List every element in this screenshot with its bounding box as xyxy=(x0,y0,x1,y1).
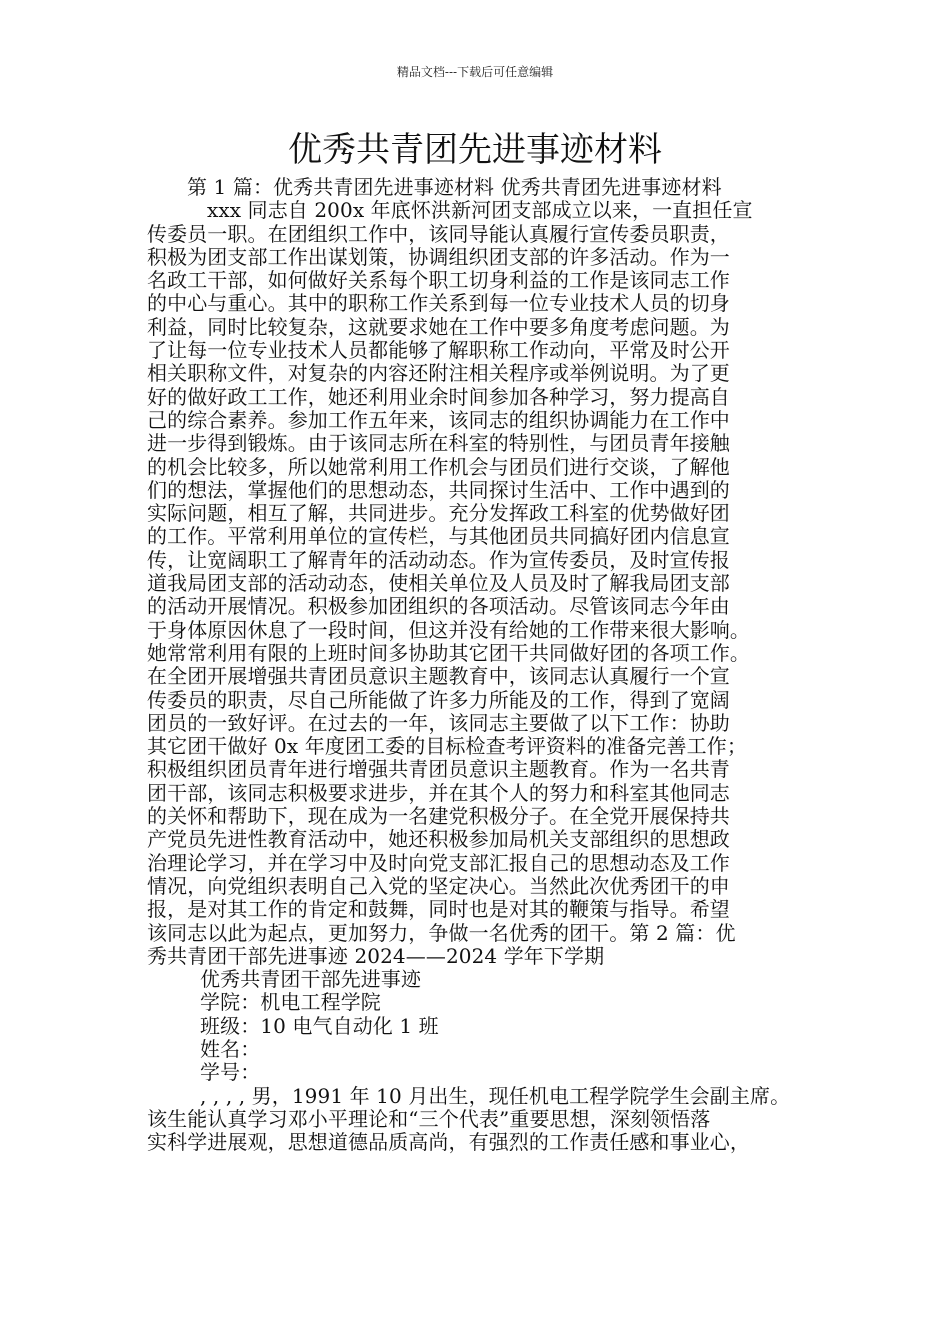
paragraph-line: 报，是对其工作的肯定和鼓舞，同时也是对其的鞭策与指导。希望 xyxy=(147,897,730,922)
paragraph-line: 在全团开展增强共青团员意识主题教育中，该同志认真履行一个宣 xyxy=(147,664,730,689)
paragraph-line: 好的做好政工工作，她还利用业余时间参加各种学习，努力提高自 xyxy=(147,384,730,409)
paragraph-line: , , , , 男，1991 年 10 月出生，现任机电工程学院学生会副主席。 xyxy=(200,1083,791,1108)
paragraph-line: 传委员一职。在团组织工作中，该同导能认真履行宣传委员职责， xyxy=(147,221,730,246)
field-class: 班级：10 电气自动化 1 班 xyxy=(200,1013,439,1038)
paragraph-line: 道我局团支部的活动动态，使相关单位及人员及时了解我局团支部 xyxy=(147,571,730,596)
paragraph-line: 的机会比较多，所以她常利用工作机会与团员们进行交谈，了解他 xyxy=(147,454,730,479)
paragraph-line: 于身体原因休息了一段时间，但这并没有给她的工作带来很大影响。 xyxy=(147,617,750,642)
paragraph-line: 的活动开展情况。积极参加团组织的各项活动。尽管该同志今年由 xyxy=(147,594,730,619)
paragraph-line: 她常常利用有限的上班时间多协助其它团干共同做好团的各项工作。 xyxy=(147,640,750,665)
paragraph-line: 的中心与重心。其中的职称工作关系到每一位专业技术人员的切身 xyxy=(147,291,730,316)
paragraph-line: 积极为团支部工作出谋划策，协调组织团支部的许多活动。作为一 xyxy=(147,244,730,269)
paragraph-line: xxx 同志自 200x 年底怀洪新河团支部成立以来，一直担任宣 xyxy=(207,198,753,223)
paragraph-line: 情况，向党组织表明自己入党的坚定决心。当然此次优秀团干的申 xyxy=(147,873,730,898)
paragraph-line: 们的想法，掌握他们的思想动态，共同探讨生活中、工作中遇到的 xyxy=(147,477,730,502)
paragraph-line: 其它团干做好 0x 年度团工委的目标检查考评资料的准备完善工作； xyxy=(147,734,747,759)
paragraph-line: 该生能认真学习邓小平理论和“三个代表”重要思想，深刻领悟落 xyxy=(147,1106,711,1131)
paragraph-line: 秀共青团干部先进事迹 2024——2024 学年下学期 xyxy=(147,943,605,968)
paragraph-line: 己的综合素养。参加工作五年来，该同志的组织协调能力在工作中 xyxy=(147,407,730,432)
document-body xyxy=(147,176,827,1154)
field-college: 学院：机电工程学院 xyxy=(200,990,381,1015)
field-name: 姓名： xyxy=(200,1036,261,1061)
page-header-caption: 精品文档---下载后可任意编辑 xyxy=(396,65,554,79)
paragraph-line: 的关怀和帮助下，现在成为一名建党积极分子。在全党开展保持共 xyxy=(147,804,730,829)
document-title: 优秀共青团先进事迹材料 xyxy=(288,130,662,170)
paragraph-line: 积极组织团员青年进行增强共青团员意识主题教育。作为一名共青 xyxy=(147,757,730,782)
paragraph-line: 该同志以此为起点，更加努力，争做一名优秀的团干。第 2 篇：优 xyxy=(147,920,736,945)
paragraph-line: 相关职称文件，对复杂的内容还附注相关程序或举例说明。为了更 xyxy=(147,361,730,386)
paragraph-line: 名政工干部，如何做好关系每个职工切身利益的工作是该同志工作 xyxy=(147,268,730,293)
paragraph-line: 的工作。平常利用单位的宣传栏，与其他团员共同搞好团内信息宣 xyxy=(147,524,730,549)
section-subtitle: 优秀共青团干部先进事迹 xyxy=(200,967,422,992)
field-student-id: 学号： xyxy=(200,1060,261,1085)
paragraph-line: 利益，同时比较复杂，这就要求她在工作中要多角度考虑问题。为 xyxy=(147,314,730,339)
paragraph-line: 产党员先进性教育活动中，她还积极参加局机关支部组织的思想政 xyxy=(147,827,730,852)
paragraph-line: 进一步得到锻炼。由于该同志所在科室的特别性，与团员青年接触 xyxy=(147,431,730,456)
section-heading-line: 第 1 篇：优秀共青团先进事迹材料 优秀共青团先进事迹材料 xyxy=(187,175,722,199)
paragraph-line: 实际问题，相互了解，共同进步。充分发挥政工科室的优势做好团 xyxy=(147,501,730,526)
paragraph-line: 团干部，该同志积极要求进步，并在其个人的努力和科室其他同志 xyxy=(147,780,730,805)
paragraph-line: 实科学进展观，思想道德品质高尚，有强烈的工作责任感和事业心， xyxy=(147,1130,750,1155)
paragraph-line: 了让每一位专业技术人员都能够了解职称工作动向，平常及时公开 xyxy=(147,338,730,363)
paragraph-line: 治理论学习，并在学习中及时向党支部汇报自己的思想动态及工作 xyxy=(147,850,730,875)
paragraph-line: 传委员的职责，尽自己所能做了许多力所能及的工作，得到了宽阔 xyxy=(147,687,730,712)
paragraph-line: 传，让宽阔职工了解青年的活动动态。作为宣传委员，及时宣传报 xyxy=(147,547,730,572)
paragraph-line: 团员的一致好评。在过去的一年，该同志主要做了以下工作：协助 xyxy=(147,710,730,735)
